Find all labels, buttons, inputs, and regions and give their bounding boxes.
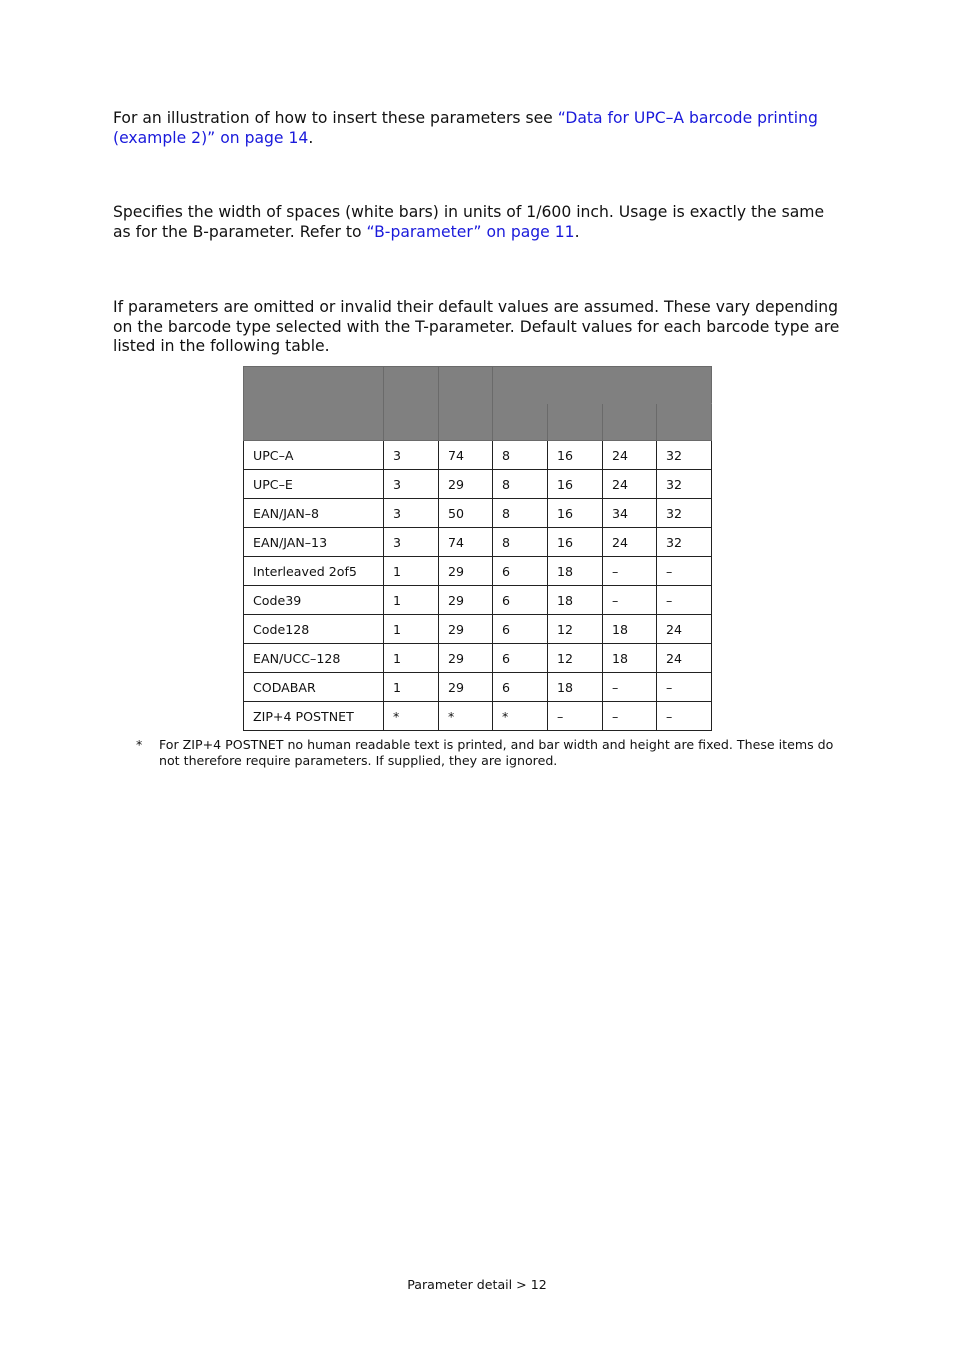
table-row <box>244 702 712 731</box>
table-cell: 6 <box>493 644 548 673</box>
table-cell: 74 <box>439 441 493 470</box>
barcode-type-cell: ZIP+4 POSTNET <box>244 702 384 731</box>
table-cell: 12 <box>548 615 603 644</box>
table-cell: 6 <box>493 673 548 702</box>
cross-reference-link-b-parameter[interactable]: “B-parameter” on page 11 <box>366 222 575 241</box>
barcode-type-cell: Interleaved 2of5 <box>244 557 384 586</box>
footnote-marker: * <box>136 737 143 752</box>
table-cell: – <box>657 557 712 586</box>
table-cell: – <box>548 702 603 731</box>
table-cell: – <box>603 586 657 615</box>
footnote-text: For ZIP+4 POSTNET no human readable text is printed, and bar width and height are fixed. These items do not therefore require parameters. If supplied, they are ignored. <box>159 737 834 768</box>
table-cell: 74 <box>439 528 493 557</box>
table-row <box>244 615 712 644</box>
footnote <box>136 737 836 769</box>
table-cell: 29 <box>439 644 493 673</box>
table-cell: 18 <box>548 586 603 615</box>
header-cell <box>384 367 439 441</box>
table-cell: * <box>493 702 548 731</box>
table-cell: 1 <box>384 557 439 586</box>
table-cell: 16 <box>548 470 603 499</box>
table-cell: 1 <box>384 615 439 644</box>
table-cell: 8 <box>493 499 548 528</box>
illustration-paragraph <box>113 109 843 148</box>
table-cell: 6 <box>493 557 548 586</box>
table-row <box>244 644 712 673</box>
header-subcell <box>603 404 657 441</box>
table-row <box>244 557 712 586</box>
barcode-type-cell: CODABAR <box>244 673 384 702</box>
table-cell: 16 <box>548 528 603 557</box>
table-body <box>244 441 712 731</box>
paragraph-text: For an illustration of how to insert these parameters see <box>113 109 558 127</box>
table-cell: 6 <box>493 586 548 615</box>
table-cell: 29 <box>439 615 493 644</box>
table-cell: 32 <box>657 470 712 499</box>
header-cell <box>244 367 384 441</box>
table-cell: 29 <box>439 470 493 499</box>
table-row <box>244 528 712 557</box>
table-cell: 24 <box>657 615 712 644</box>
table-cell: 1 <box>384 644 439 673</box>
paragraph-text-end: . <box>574 222 580 241</box>
header-group-cell <box>493 367 712 404</box>
table-cell: 8 <box>493 441 548 470</box>
barcode-type-cell: Code39 <box>244 586 384 615</box>
table-cell: – <box>603 673 657 702</box>
table-cell: 3 <box>384 528 439 557</box>
table-cell: 18 <box>603 644 657 673</box>
table-cell: 24 <box>603 470 657 499</box>
page-footer: Parameter detail > 12 <box>407 1277 547 1292</box>
barcode-type-cell: EAN/JAN–13 <box>244 528 384 557</box>
table-cell: 32 <box>657 528 712 557</box>
default-values-paragraph: If parameters are omitted or invalid their default values are assumed. These vary depending on the barcode type selected with the T-parameter. Default values for each barcode type are listed in the following table. <box>113 298 840 355</box>
table-cell: 24 <box>603 441 657 470</box>
table-cell: * <box>384 702 439 731</box>
barcode-type-cell: EAN/UCC–128 <box>244 644 384 673</box>
table-row <box>244 470 712 499</box>
barcode-type-cell: UPC–A <box>244 441 384 470</box>
table-cell: 24 <box>657 644 712 673</box>
table-cell: 3 <box>384 470 439 499</box>
table-cell: 8 <box>493 470 548 499</box>
s-parameter-paragraph <box>113 203 843 242</box>
table-cell: 1 <box>384 673 439 702</box>
table-cell: * <box>439 702 493 731</box>
table-cell: 32 <box>657 499 712 528</box>
table-cell: 29 <box>439 557 493 586</box>
table-cell: 29 <box>439 673 493 702</box>
table-header <box>244 367 712 441</box>
barcode-type-cell: EAN/JAN–8 <box>244 499 384 528</box>
table-cell: 18 <box>548 557 603 586</box>
table-cell: – <box>657 702 712 731</box>
table-cell: 32 <box>657 441 712 470</box>
table-cell: 3 <box>384 499 439 528</box>
table-cell: 8 <box>493 528 548 557</box>
paragraph-text: Specifies the width of spaces (white bars) in units of 1/600 inch. Usage is exactly the same as for the B-parameter. Refer to <box>113 203 825 241</box>
table-cell: 18 <box>548 673 603 702</box>
table-cell: 12 <box>548 644 603 673</box>
table-row <box>244 673 712 702</box>
table-cell: 34 <box>603 499 657 528</box>
table-cell: 6 <box>493 615 548 644</box>
table-cell: 3 <box>384 441 439 470</box>
table-row <box>244 499 712 528</box>
paragraph-text-end: . <box>308 128 314 147</box>
table-cell: 16 <box>548 441 603 470</box>
cross-reference-link-example-2[interactable]: “Data for UPC–A barcode printing (example 2)” on page 14 <box>113 109 818 147</box>
table-cell: 29 <box>439 586 493 615</box>
header-subcell <box>548 404 603 441</box>
table-row <box>244 586 712 615</box>
table-cell: 24 <box>603 528 657 557</box>
table-cell: 50 <box>439 499 493 528</box>
table-cell: 16 <box>548 499 603 528</box>
table-cell: 18 <box>603 615 657 644</box>
header-cell <box>439 367 493 441</box>
table-cell: 1 <box>384 586 439 615</box>
table-cell: – <box>657 673 712 702</box>
default-values-table <box>243 366 712 731</box>
table-cell: – <box>657 586 712 615</box>
table-cell: – <box>603 702 657 731</box>
barcode-type-cell: UPC–E <box>244 470 384 499</box>
header-subcell <box>657 404 712 441</box>
header-subcell <box>493 404 548 441</box>
table-row <box>244 441 712 470</box>
table-cell: – <box>603 557 657 586</box>
barcode-type-cell: Code128 <box>244 615 384 644</box>
